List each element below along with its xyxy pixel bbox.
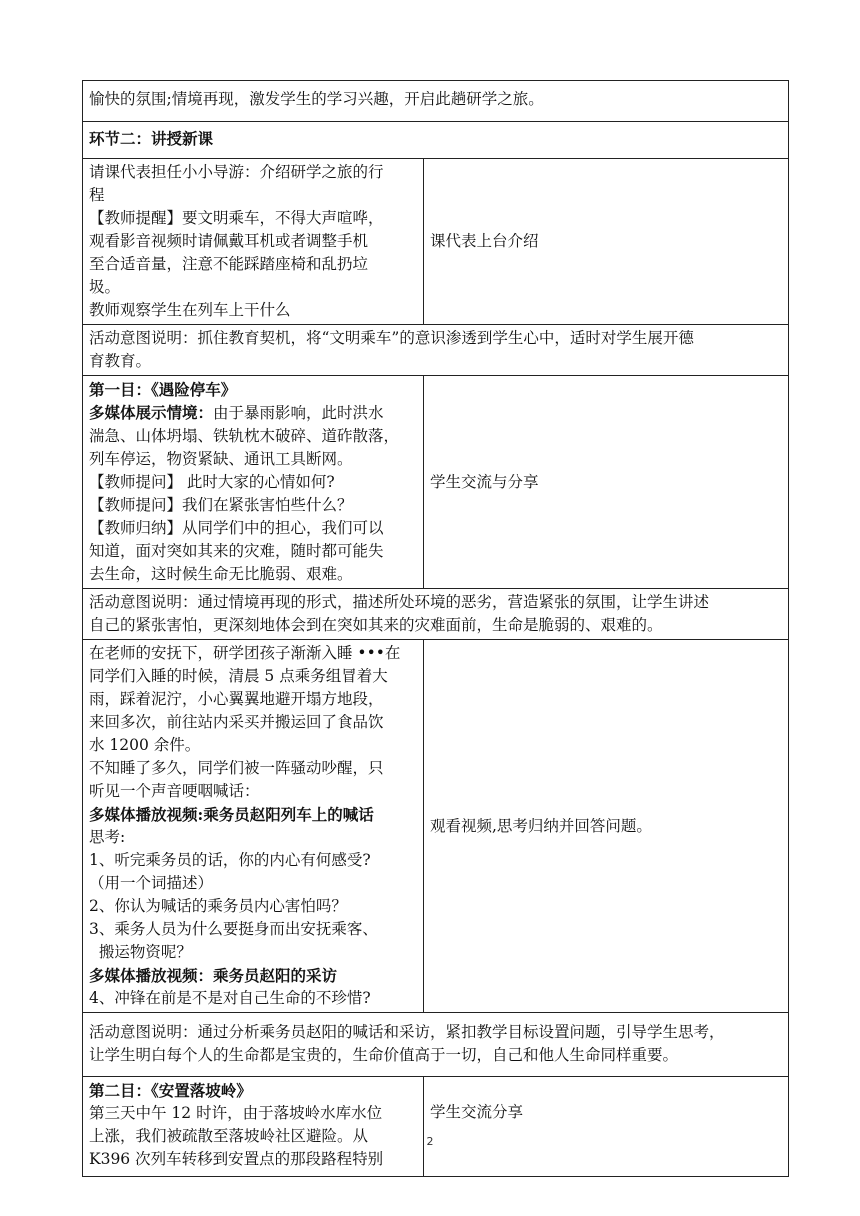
intent-row <box>83 325 789 376</box>
video2-label: 多媒体播放视频：乘务员赵阳的采访 <box>89 966 338 985</box>
intent-row <box>83 1013 789 1077</box>
guide-row <box>83 159 789 325</box>
guide-line: 请课代表担任小小导游：介绍研学之旅的行 <box>89 163 384 181</box>
page <box>82 80 788 1177</box>
intro-cell <box>83 81 789 122</box>
act1-line: 湍急、山体坍塌、铁轨枕木破碎、道砟散落， <box>89 427 400 445</box>
intent-line: 育教育。 <box>89 352 152 370</box>
question-line: 搬运物资呢？ <box>89 943 192 961</box>
question-line: 1、听完乘务员的话，你的内心有何感受? <box>89 851 371 869</box>
video1-label: 多媒体播放视频:乘务员赵阳列车上的喊话 <box>89 805 374 824</box>
act1-left-cell <box>83 376 424 589</box>
video-right-cell <box>424 640 789 1013</box>
story-line: 水 1200 余件。 <box>89 736 201 754</box>
act1-line: 由于暴雨影响，此时洪水 <box>213 404 384 422</box>
act2-row <box>83 1077 789 1177</box>
intent-cell <box>83 325 789 376</box>
intent-line: 自己的紧张害怕，更深刻地体会到在突如其来的灾难面前，生命是脆弱的、艰难的。 <box>89 616 663 634</box>
story-line: 来回多次，前往站内采买并搬运回了食品饮 <box>89 713 384 731</box>
act1-right-cell <box>424 376 789 589</box>
guide-line: 【教师提醒】要文明乘车，不得大声喧哗， <box>89 209 384 227</box>
act2-line: 上涨，我们被疏散至落坡岭社区避险。从 <box>89 1127 369 1145</box>
act2-title: 第二目：《安置落坡岭》 <box>89 1081 252 1100</box>
section-heading: 环节二：讲授新课 <box>89 129 214 148</box>
guide-left-cell <box>83 159 424 325</box>
student-activity: 学生交流分享 <box>430 1103 524 1121</box>
question-line: （用一个词描述） <box>89 874 214 892</box>
page-number: 2 <box>426 1135 434 1148</box>
media-label: 多媒体展示情境： <box>89 403 214 422</box>
video-left-cell <box>83 640 424 1013</box>
act1-row <box>83 376 789 589</box>
intent-row <box>83 589 789 640</box>
intent-cell <box>83 1013 789 1077</box>
guide-line: 程 <box>89 186 105 204</box>
guide-right-cell <box>424 159 789 325</box>
act1-line: 知道，面对突如其来的灾难，随时都可能失 <box>89 542 384 560</box>
act2-line: 第三天中午 12 时许，由于落坡岭水库水位 <box>89 1104 383 1122</box>
intent-line: 活动意图说明：通过情境再现的形式，描述所处环境的恶劣，营造紧张的氛围，让学生讲述 <box>89 593 710 611</box>
act2-line: K396 次列车转移到安置点的那段路程特别 <box>89 1150 384 1168</box>
question-line: 思考: <box>89 828 126 846</box>
story-line: 不知睡了多久，同学们被一阵骚动吵醒，只 <box>89 759 384 777</box>
act1-line: 去生命，这时候生命无比脆弱、艰难。 <box>89 565 353 583</box>
guide-line: 教师观察学生在列车上干什么 <box>89 301 291 319</box>
guide-line: 圾。 <box>89 278 121 296</box>
guide-line: 至合适音量，注意不能踩踏座椅和乱扔垃 <box>89 255 369 273</box>
video-row <box>83 640 789 1013</box>
student-activity: 课代表上台介绍 <box>430 232 539 250</box>
story-line: 雨，踩着泥泞，小心翼翼地避开塌方地段， <box>89 690 384 708</box>
question-line: 2、你认为喊话的乘务员内心害怕吗？ <box>89 897 347 915</box>
story-line: 听见一个声音哽咽喊话： <box>89 782 260 800</box>
act2-right-cell <box>424 1077 789 1177</box>
question-line: 3、乘务人员为什么要挺身而出安抚乘客、 <box>89 920 378 938</box>
lesson-plan-table <box>82 80 789 1177</box>
intent-line: 活动意图说明：抓住教育契机，将“文明乘车”的意识渗透到学生心中，适时对学生展开德 <box>89 329 694 347</box>
guide-line: 观看影音视频时请佩戴耳机或者调整手机 <box>89 232 369 250</box>
intent-line: 让学生明白每个人的生命都是宝贵的，生命价值高于一切，自己和他人生命同样重要。 <box>89 1046 679 1064</box>
question-line: 4、冲锋在前是不是对自己生命的不珍惜? <box>89 989 371 1007</box>
story-line: 同学们入睡的时候，清晨 5 点乘务组冒着大 <box>89 667 388 685</box>
intent-line: 活动意图说明：通过分析乘务员赵阳的喊话和采访，紧扣教学目标设置问题，引导学生思考， <box>89 1023 725 1041</box>
intro-text: 愉快的氛围;情境再现，激发学生的学习兴趣，开启此趟研学之旅。 <box>89 90 544 108</box>
act1-line: 【教师提问】 此时大家的心情如何? <box>89 473 335 491</box>
section-heading-cell <box>83 122 789 159</box>
act1-line: 【教师归纳】从同学们中的担心，我们可以 <box>89 519 384 537</box>
act1-line: 列车停运，物资紧缺、通讯工具断网。 <box>89 450 353 468</box>
story-line: 在老师的安抚下，研学团孩子渐渐入睡 •••在 <box>89 644 401 662</box>
intro-row <box>83 81 789 122</box>
section-heading-row <box>83 122 789 159</box>
act1-title: 第一目：《遇险停车》 <box>89 380 237 399</box>
act1-line: 【教师提问】我们在紧张害怕些什么？ <box>89 496 353 514</box>
intent-cell <box>83 589 789 640</box>
student-activity: 观看视频,思考归纳并回答问题。 <box>430 816 652 835</box>
student-activity: 学生交流与分享 <box>430 472 539 491</box>
act2-left-cell <box>83 1077 424 1177</box>
